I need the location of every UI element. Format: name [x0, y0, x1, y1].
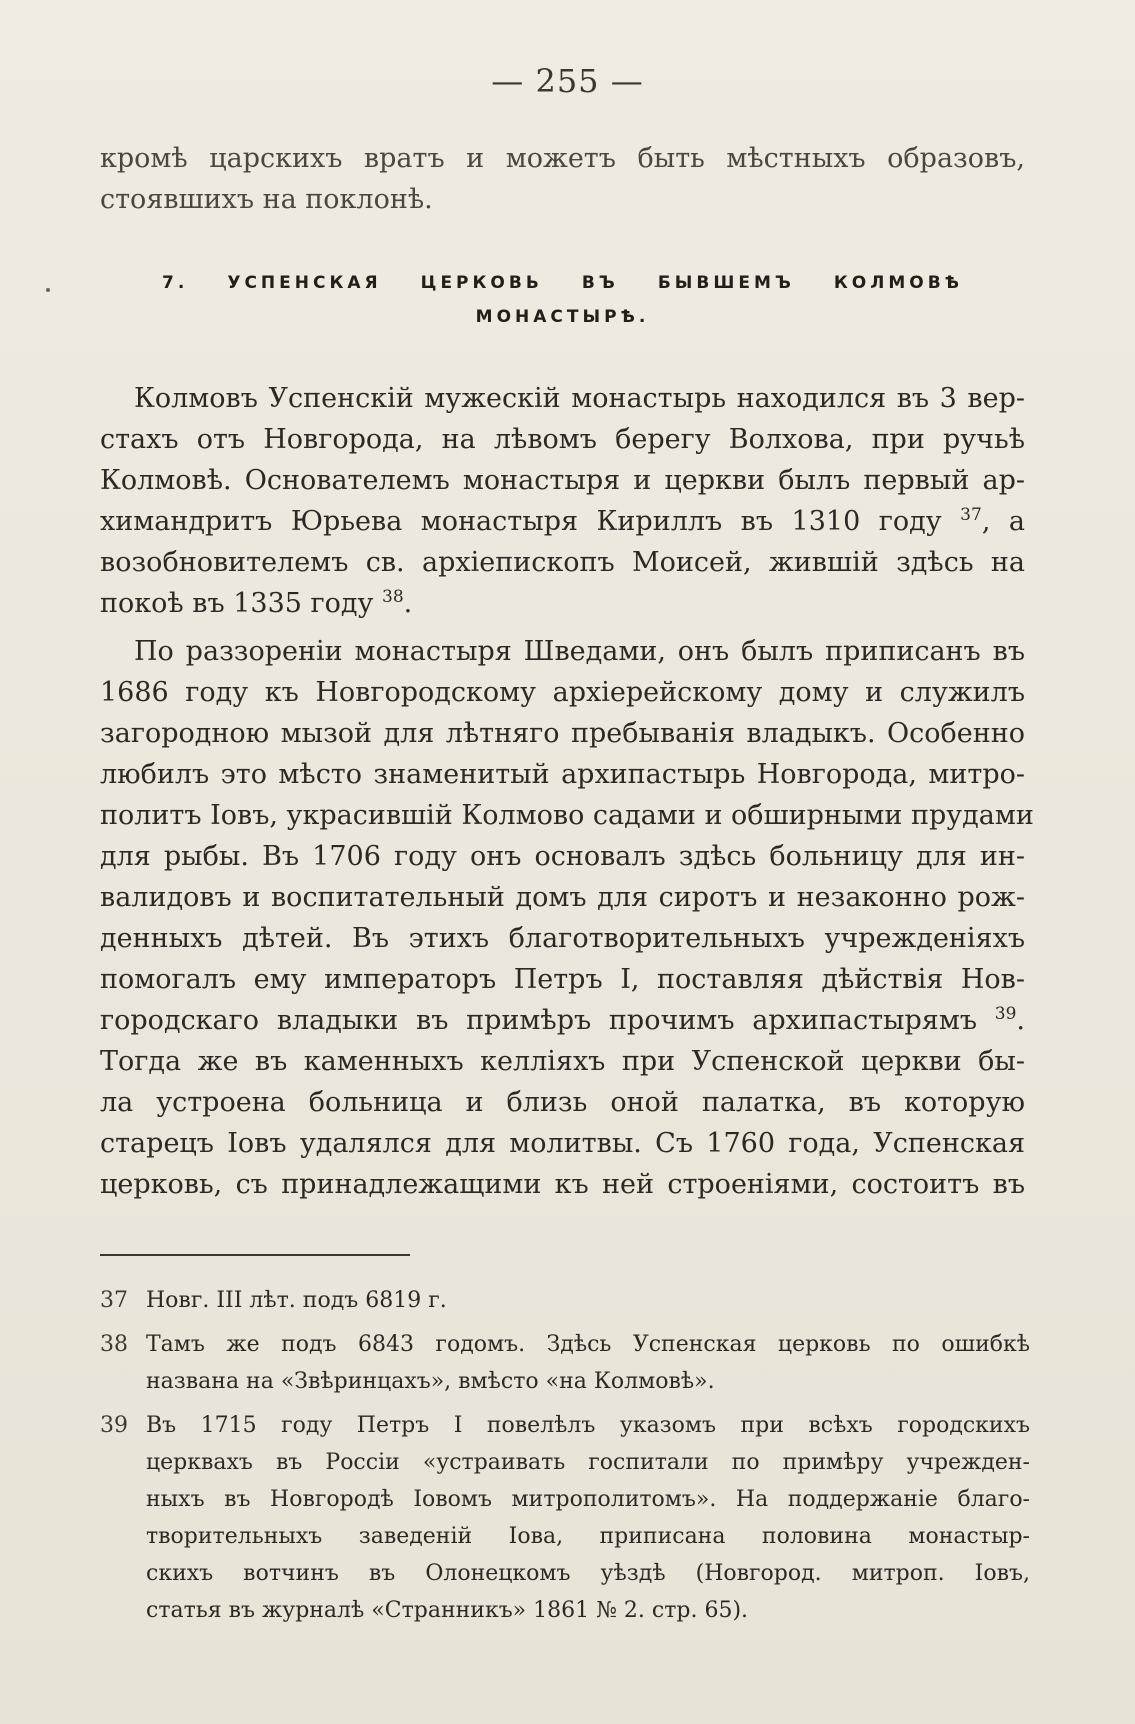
- footnote-line: скихъ вотчинъ въ Олонецкомъ уѣздѣ (Новгород. митроп. Іовъ,: [146, 1561, 1030, 1586]
- text-line: стахъ отъ Новгорода, на лѣвомъ берегу Волхова, при ручьѣ: [100, 424, 1025, 455]
- text-line: любилъ это мѣсто знаменитый архипастырь Новгорода, митро-: [100, 759, 1025, 790]
- text-line: Колмовъ Успенскій мужескій монастырь находился въ 3 вер-: [134, 383, 1025, 414]
- footnote-line: ныхъ въ Новгородѣ Іовомъ митрополитомъ». На поддержаніе благо-: [146, 1487, 1030, 1512]
- footnote-line: Въ 1715 году Петръ I повелѣлъ указомъ при всѣхъ городскихъ: [146, 1413, 1030, 1438]
- text-line: 1686 году къ Новгородскому архіерейскому дому и служилъ: [100, 677, 1025, 708]
- footnote-body: [146, 1282, 1030, 1319]
- paragraph: [100, 378, 1025, 624]
- footnote-body: [146, 1326, 1030, 1400]
- text-segment: городскаго владыки въ примѣръ прочимъ архипастырямъ: [100, 1005, 977, 1036]
- footnote-39: [100, 1407, 1030, 1629]
- text-line: Тогда же въ каменныхъ келліяхъ при Успенской церкви бы-: [100, 1046, 1025, 1077]
- text-line: церковь, съ принадлежащими къ ней строеніями, состоитъ въ: [100, 1169, 1025, 1200]
- text-line: [100, 1000, 1025, 1041]
- footnote-38: [100, 1326, 1030, 1400]
- footnote-body: [146, 1407, 1030, 1629]
- text-line: кромѣ царскихъ вратъ и можетъ быть мѣстныхъ образовъ,: [100, 143, 1025, 174]
- footnote-ref-37[interactable]: 37: [960, 505, 982, 525]
- text-line: [100, 501, 1025, 542]
- text-line: политъ Іовъ, украсившій Колмово садами и обширными прудами: [100, 800, 1034, 831]
- text-segment: .: [403, 588, 413, 619]
- text-segment: , а: [981, 506, 1025, 537]
- footnote-line: Новг. III лѣт. подъ 6819 г.: [146, 1288, 447, 1313]
- text-line: Колмовѣ. Основателемъ монастыря и церкви былъ первый ар-: [100, 465, 1025, 496]
- footnote-number: 38: [100, 1332, 128, 1357]
- footnote-number: 39: [100, 1413, 128, 1438]
- text-line: ла устроена больница и близь оной палатка, въ которую: [100, 1087, 1025, 1118]
- text-line: загородною мызой для лѣтняго пребыванія владыкъ. Особенно: [100, 718, 1025, 749]
- heading-line: 7. УСПЕНСКАЯ ЦЕРКОВЬ ВЪ БЫВШЕМЪ КОЛМОВѢ: [162, 273, 963, 293]
- text-line: стоявшихъ на поклонѣ.: [100, 184, 433, 215]
- footnotes: [100, 1282, 1030, 1636]
- text-line: помогалъ ему императоръ Петръ I, поставляя дѣйствія Нов-: [100, 964, 1025, 995]
- footnote-number: 37: [100, 1288, 128, 1313]
- continuation-text: [100, 138, 1025, 220]
- text-segment: химандритъ Юрьева монастыря Кириллъ въ 1310 году: [100, 506, 942, 537]
- text-line: старецъ Іовъ удалялся для молитвы. Съ 1760 года, Успенская: [100, 1128, 1025, 1159]
- footnote-line: названа на «Звѣринцахъ», вмѣсто «на Колмовѣ».: [146, 1369, 715, 1394]
- text-segment: покоѣ въ 1335 году: [100, 588, 374, 619]
- text-line: для рыбы. Въ 1706 году онъ основалъ здѣсь больницу для ин-: [100, 841, 1025, 872]
- text-line: [100, 583, 1025, 624]
- print-speck: [46, 288, 50, 292]
- heading-line: МОНАСТЫРѢ.: [475, 307, 650, 327]
- footnote-37: [100, 1282, 1030, 1319]
- text-segment: .: [1016, 1005, 1025, 1036]
- page-number: — 255 —: [491, 62, 644, 100]
- footnote-line: Тамъ же подъ 6843 годомъ. Здѣсь Успенская церковь по ошибкѣ: [146, 1332, 1030, 1357]
- text-line: денныхъ дѣтей. Въ этихъ благотворительныхъ учрежденіяхъ: [100, 923, 1025, 954]
- footnote-ref-38[interactable]: 38: [382, 587, 404, 607]
- paragraph: [100, 631, 1034, 1205]
- section-heading: [100, 266, 1025, 334]
- text-line: возобновителемъ св. архіепископъ Моисей, жившій здѣсь на: [100, 547, 1025, 578]
- footnote-line: творительныхъ заведеній Іова, приписана половина монастыр-: [146, 1524, 1030, 1549]
- text-line: валидовъ и воспитательный домъ для сиротъ и незаконно рож-: [100, 882, 1025, 913]
- text-line: По раззореніи монастыря Шведами, онъ былъ приписанъ въ: [134, 636, 1025, 667]
- footnote-line: церквахъ въ Россіи «устраивать госпитали по примѣру учрежден-: [146, 1450, 1030, 1475]
- footnote-divider: [100, 1254, 410, 1256]
- footnote-ref-39[interactable]: 39: [994, 1004, 1017, 1024]
- footnote-line: статья въ журналѣ «Странникъ» 1861 № 2. стр. 65).: [146, 1598, 749, 1623]
